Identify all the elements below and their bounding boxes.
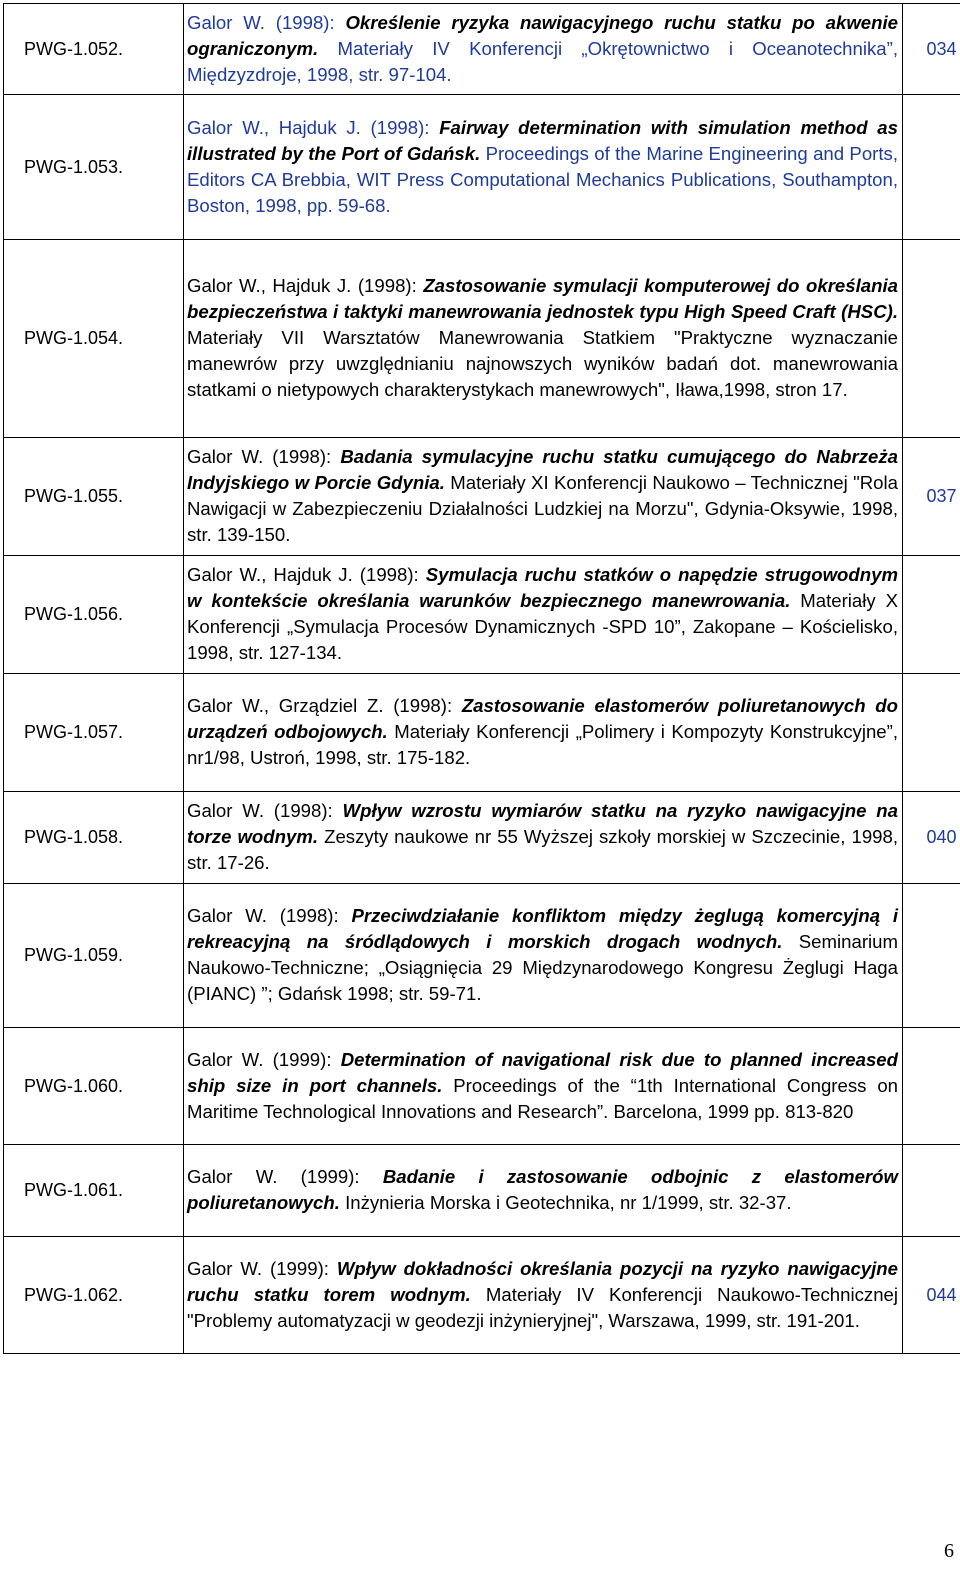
entry-title: Badanie i zastosowanie odbojnic z elastomerów poliuretanowych. [187, 1166, 898, 1213]
entry-title: Zastosowanie symulacji komputerowej do określania bezpieczeństwa i taktyki manewrowania jednostek typu High Speed Craft (HSC). [187, 275, 898, 322]
entry-page [903, 556, 960, 674]
table-row [4, 95, 960, 240]
entry-details: Proceedings of the “1th International Congress on Maritime Technological Innovations and Research”. Barcelona, 1999 pp. 813-820 [187, 1074, 898, 1122]
entry-details: Seminarium Naukowo-Techniczne; „Osiągnięcia 29 Międzynarodowego Kongresu Żeglugi Haga (PIANC) ”; Gdańsk 1998; str. 59-71. [187, 931, 898, 1004]
table-row [4, 4, 960, 95]
entry-title: Określenie ryzyka nawigacyjnego ruchu statku po akwenie ograniczonym. [187, 11, 898, 59]
entry-authors: Galor W., Grządziel Z. (1998): [187, 695, 462, 716]
entry-citation [184, 240, 903, 438]
entry-page [903, 240, 960, 438]
entry-details: Materiały X Konferencji „Symulacja Procesów Dynamicznych -SPD 10”, Zakopane – Kościelisko, 1998, str. 127-134. [187, 590, 898, 663]
entry-code: PWG-1.054. [4, 240, 184, 438]
entry-page: 034 [903, 4, 960, 95]
entry-page [903, 1145, 960, 1237]
entry-title: Fairway determination with simulation method as illustrated by the Port of Gdańsk. [187, 116, 898, 164]
entry-authors: Galor W., Hajduk J. (1998): [187, 275, 424, 296]
entry-title: Determination of navigational risk due to planned increased ship size in port channels. [187, 1048, 898, 1096]
entry-citation [184, 95, 903, 240]
entry-page [903, 1028, 960, 1145]
entry-page: 037 [903, 438, 960, 556]
entry-details: Zeszyty naukowe nr 55 Wyższej szkoły morskiej w Szczecinie, 1998, str. 17-26. [187, 826, 899, 873]
page-number: 6 [944, 1540, 954, 1562]
entry-details: Proceedings of the Marine Engineering and Ports, Editors CA Brebbia, WIT Press Computational Mechanics Publications, Southampton, Boston, 1998, pp. 59-68. [187, 142, 898, 216]
table-row [4, 884, 960, 1028]
table-row [4, 674, 960, 792]
entry-page: 044 [903, 1237, 960, 1354]
entry-citation [184, 4, 903, 95]
entry-authors: Galor W. (1999): [187, 1166, 383, 1187]
publications-table-body [4, 4, 960, 1354]
entry-citation [184, 438, 903, 556]
entry-code: PWG-1.055. [4, 438, 184, 556]
table-row [4, 792, 960, 884]
entry-authors: Galor W. (1999): [187, 1257, 337, 1279]
entry-code: PWG-1.057. [4, 674, 184, 792]
entry-title: Wpływ wzrostu wymiarów statku na ryzyko nawigacyjne na torze wodnym. [187, 800, 898, 847]
entry-code: PWG-1.062. [4, 1237, 184, 1354]
table-row [4, 438, 960, 556]
entry-title: Przeciwdziałanie konfliktom między żeglugą komercyjną i rekreacyjną na śródlądowych i morskich drogach wodnych. [187, 905, 898, 952]
table-row [4, 1145, 960, 1237]
table-row [4, 240, 960, 438]
entry-citation [184, 1028, 903, 1145]
table-row [4, 556, 960, 674]
entry-citation [184, 792, 903, 884]
entry-details: Materiały Konferencji „Polimery i Kompozyty Konstrukcyjne”, nr1/98, Ustroń, 1998, str. 175-182. [187, 721, 898, 768]
table-row [4, 1237, 960, 1354]
entry-title: Wpływ dokładności określania pozycji na ryzyko nawigacyjne ruchu statku torem wodnym. [187, 1257, 898, 1305]
entry-authors: Galor W. (1998): [187, 11, 346, 33]
entry-code: PWG-1.053. [4, 95, 184, 240]
entry-citation [184, 884, 903, 1028]
entry-authors: Galor W., Hajduk J. (1998): [187, 116, 440, 138]
entry-authors: Galor W., Hajduk J. (1998): [187, 564, 426, 585]
entry-details: Materiały XI Konferencji Naukowo – Technicznej "Rola Nawigacji w Zabezpieczeniu Działalności Ludzkiej na Morzu", Gdynia-Oksywie, 1998, str. 139-150. [187, 472, 898, 545]
entry-details: Materiały VII Warsztatów Manewrowania Statkiem "Praktyczne wyznaczanie manewrów przy uwzględnianiu najnowszych wyników badań dot. manewrowania statkami o nietypowych charakterystykach manewrowych", Iława,1998, stron 17. [187, 327, 898, 400]
publications-table [3, 3, 960, 1354]
entry-details: Inżynieria Morska i Geotechnika, nr 1/1999, str. 32-37. [339, 1192, 792, 1213]
entry-citation [184, 1237, 903, 1354]
entry-details: Materiały IV Konferencji Naukowo-Technicznej "Problemy automatyzacji w geodezji inżynieryjnej", Warszawa, 1999, str. 191-201. [187, 1283, 899, 1331]
entry-page [903, 884, 960, 1028]
entry-code: PWG-1.056. [4, 556, 184, 674]
entry-title: Symulacja ruchu statków o napędzie strugowodnym w kontekście określania warunków bezpiecznego manewrowania. [187, 564, 898, 611]
entry-citation [184, 674, 903, 792]
entry-citation [184, 556, 903, 674]
entry-page [903, 95, 960, 240]
entry-citation [184, 1145, 903, 1237]
entry-authors: Galor W. (1999): [187, 1048, 341, 1070]
table-row [4, 1028, 960, 1145]
entry-code: PWG-1.061. [4, 1145, 184, 1237]
entry-title: Zastosowanie elastomerów poliuretanowych do urządzeń odbojowych. [187, 695, 898, 742]
entry-code: PWG-1.059. [4, 884, 184, 1028]
entry-page [903, 674, 960, 792]
entry-code: PWG-1.058. [4, 792, 184, 884]
entry-authors: Galor W. (1998): [187, 800, 343, 821]
entry-authors: Galor W. (1998): [187, 446, 341, 467]
entry-title: Badania symulacyjne ruchu statku cumującego do Nabrzeża Indyjskiego w Porcie Gdynia. [187, 446, 898, 493]
entry-details: Materiały IV Konferencji „Okrętownictwo i Oceanotechnika”, Międzyzdroje, 1998, str. 97-104. [187, 37, 898, 85]
entry-page: 040 [903, 792, 960, 884]
entry-authors: Galor W. (1998): [187, 905, 352, 926]
entry-code: PWG-1.052. [4, 4, 184, 95]
entry-code: PWG-1.060. [4, 1028, 184, 1145]
